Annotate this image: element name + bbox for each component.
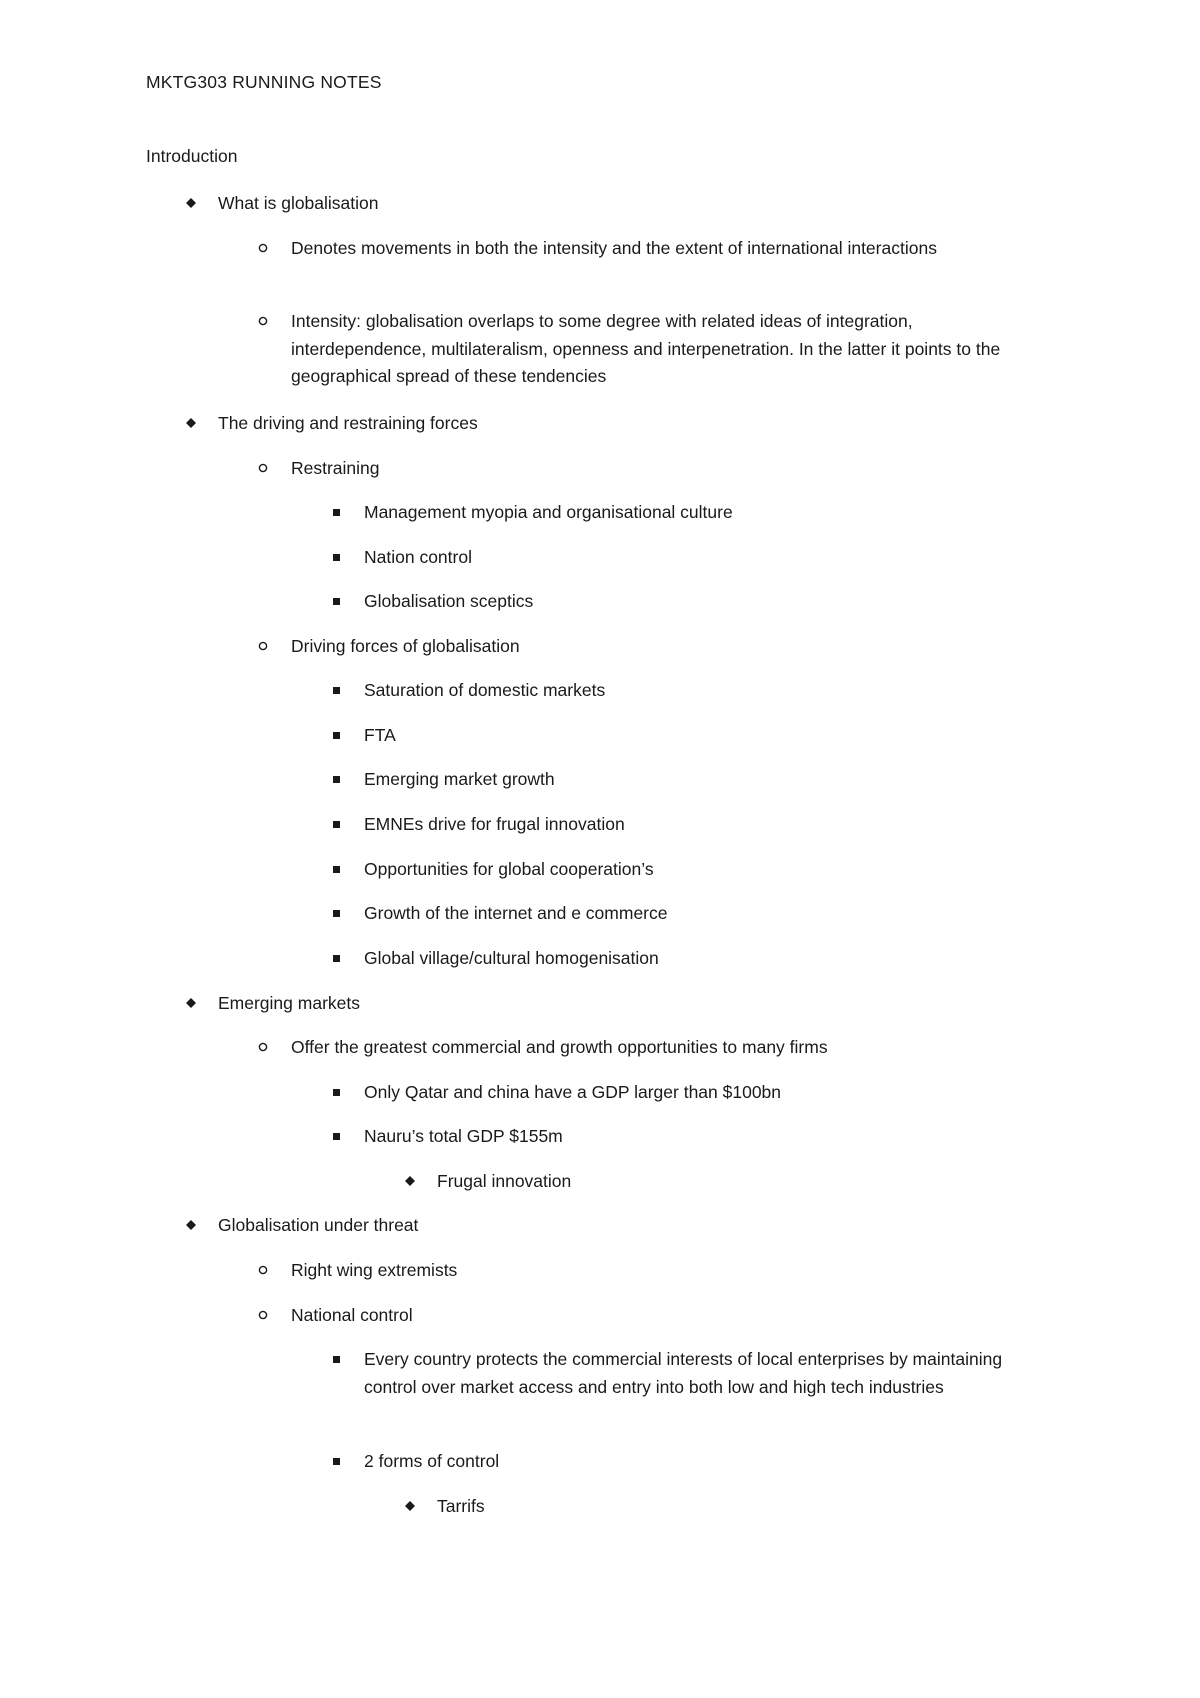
list-item-text: Emerging market growth [364, 769, 555, 789]
list-item [364, 722, 1034, 750]
square-bullet-icon [331, 766, 345, 793]
list-item-text: Intensity: globalisation overlaps to some degree with related ideas of integration, interdependence, multilateralism, openness and interpenetration. In the latter it points to the geographical spread of these tendencies [291, 311, 1001, 386]
list-item [364, 499, 1034, 527]
list-item-text: Growth of the internet and e commerce [364, 903, 668, 923]
square-bullet-icon [331, 722, 345, 749]
square-bullet-icon [331, 499, 345, 526]
list-item-text: EMNEs drive for frugal innovation [364, 814, 625, 834]
diamond-bullet-icon [404, 1168, 418, 1195]
square-bullet-icon [331, 811, 345, 838]
list-item [364, 766, 1034, 794]
circle-bullet-icon [258, 235, 272, 262]
list-item [291, 455, 1021, 483]
document-title: MKTG303 RUNNING NOTES [146, 72, 382, 92]
circle-bullet-icon [258, 308, 272, 335]
list-item [291, 308, 1021, 391]
square-bullet-icon [331, 588, 345, 615]
diamond-bullet-icon [404, 1493, 418, 1520]
list-item [364, 588, 1034, 616]
list-item-text: Management myopia and organisational culture [364, 502, 733, 522]
list-item [291, 633, 1021, 661]
square-bullet-icon [331, 856, 345, 883]
list-item [291, 1257, 1021, 1285]
list-item [437, 1493, 1037, 1521]
diamond-bullet-icon [185, 190, 199, 217]
diamond-bullet-icon [185, 990, 199, 1017]
list-item [364, 1079, 1034, 1107]
diamond-bullet-icon [185, 1212, 199, 1239]
list-item [291, 1034, 1021, 1062]
list-item-text: The driving and restraining forces [218, 413, 478, 433]
list-item-text: 2 forms of control [364, 1451, 500, 1471]
list-item-text: Opportunities for global cooperation’s [364, 859, 654, 879]
circle-bullet-icon [258, 1257, 272, 1284]
list-item-text: Emerging markets [218, 993, 360, 1013]
list-item-text: Nation control [364, 547, 472, 567]
list-item-text: Nauru’s total GDP $155m [364, 1126, 563, 1146]
circle-bullet-icon [258, 455, 272, 482]
square-bullet-icon [331, 900, 345, 927]
list-item [364, 900, 1034, 928]
list-item [364, 945, 1034, 973]
square-bullet-icon [331, 1079, 345, 1106]
list-item [291, 235, 1021, 263]
list-item [218, 1212, 988, 1240]
list-item-text: Denotes movements in both the intensity and the extent of international interactions [291, 238, 937, 258]
list-item [218, 410, 988, 438]
list-item-text: Restraining [291, 458, 380, 478]
list-item-text: Right wing extremists [291, 1260, 458, 1280]
list-item-text: What is globalisation [218, 193, 379, 213]
list-item [364, 811, 1034, 839]
list-item-text: Saturation of domestic markets [364, 680, 606, 700]
list-item [364, 677, 1034, 705]
list-item [218, 190, 988, 218]
list-item-text: FTA [364, 725, 396, 745]
list-item [364, 544, 1034, 572]
circle-bullet-icon [258, 1034, 272, 1061]
list-item [364, 1448, 1034, 1476]
list-item-text: Globalisation sceptics [364, 591, 534, 611]
list-item [218, 990, 988, 1018]
list-item-text: Frugal innovation [437, 1171, 572, 1191]
list-item [291, 1302, 1021, 1330]
square-bullet-icon [331, 1448, 345, 1475]
list-item [364, 1123, 1034, 1151]
square-bullet-icon [331, 1346, 345, 1373]
square-bullet-icon [331, 945, 345, 972]
list-item [437, 1168, 1037, 1196]
circle-bullet-icon [258, 1302, 272, 1329]
list-item-text: Tarrifs [437, 1496, 485, 1516]
list-item [364, 856, 1034, 884]
list-item [364, 1346, 1034, 1401]
list-item-text: Driving forces of globalisation [291, 636, 520, 656]
list-item-text: National control [291, 1305, 413, 1325]
list-item-text: Every country protects the commercial interests of local enterprises by maintaining control over market access and entry into both low and high tech industries [364, 1349, 1003, 1397]
circle-bullet-icon [258, 633, 272, 660]
list-item-text: Offer the greatest commercial and growth opportunities to many firms [291, 1037, 828, 1057]
list-item-text: Only Qatar and china have a GDP larger than $100bn [364, 1082, 782, 1102]
list-item-text: Global village/cultural homogenisation [364, 948, 659, 968]
diamond-bullet-icon [185, 410, 199, 437]
square-bullet-icon [331, 544, 345, 571]
list-item-text: Globalisation under threat [218, 1215, 419, 1235]
section-heading: Introduction [146, 146, 238, 166]
square-bullet-icon [331, 677, 345, 704]
square-bullet-icon [331, 1123, 345, 1150]
